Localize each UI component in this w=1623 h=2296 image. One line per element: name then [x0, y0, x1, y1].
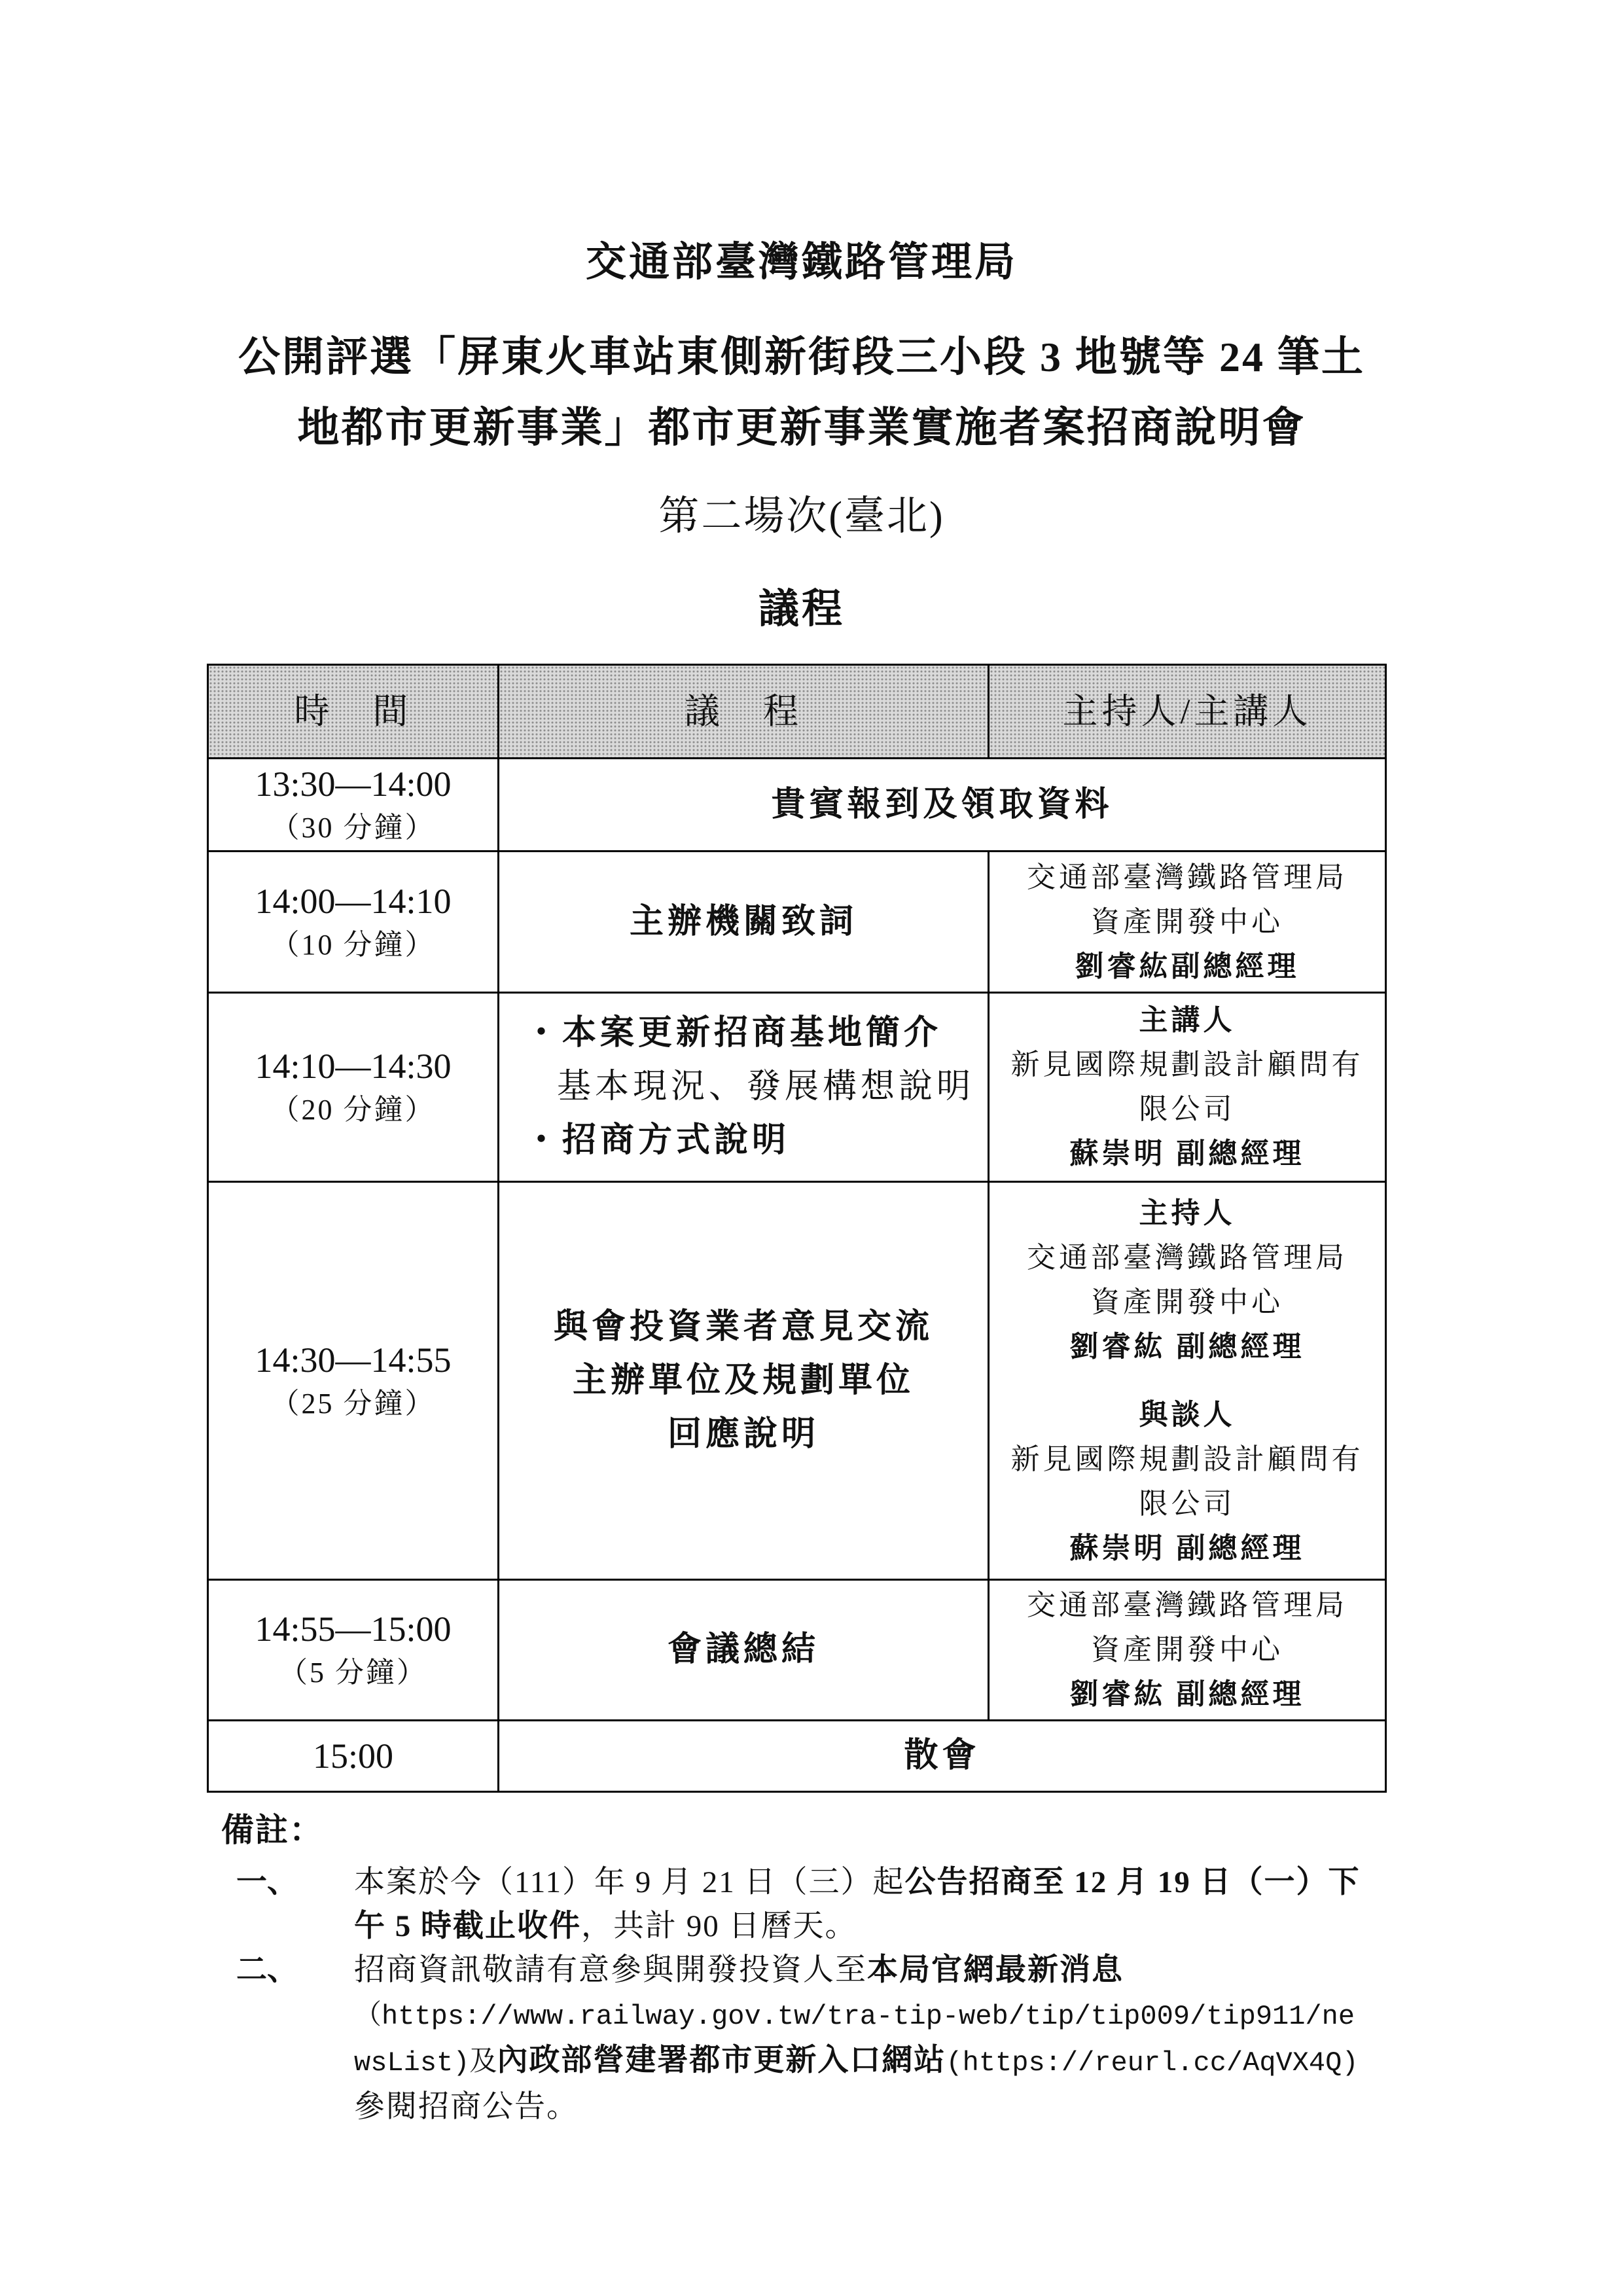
agenda-item: 散會: [904, 1737, 980, 1774]
agenda-heading: 議程: [758, 587, 845, 632]
agenda-item: 主辦機關致詞: [629, 903, 857, 941]
time-cell: [209, 994, 497, 1181]
host-organization: 交通部臺灣鐵路管理局: [1027, 1589, 1347, 1621]
host-person: 蘇崇明 副總經理: [1069, 1138, 1305, 1170]
note-line: [354, 1992, 1359, 2039]
host-cell: [990, 852, 1385, 992]
time-cell: [209, 1581, 497, 1719]
note-text: [354, 1861, 1361, 1948]
agenda-cell: [499, 759, 1385, 850]
agenda-table: [207, 664, 1387, 1793]
note-line: [354, 1948, 1359, 1992]
agenda-item: 會議總結: [667, 1631, 819, 1668]
time-cell: [209, 759, 497, 850]
host-cell: [990, 994, 1385, 1181]
agenda-item: 主辦單位及規劃單位: [572, 1361, 914, 1399]
header-label: 主持人/主講人: [1062, 692, 1312, 731]
note-line: [354, 1861, 1361, 1905]
agenda-item: 回應說明: [667, 1415, 819, 1453]
host-department: 資產開發中心: [1091, 905, 1283, 938]
host-person: 蘇崇明 副總經理: [1069, 1532, 1305, 1564]
host-department: 資產開發中心: [1091, 1634, 1283, 1666]
duration: （20 分鐘）: [270, 1094, 436, 1126]
host-organization: 新見國際規劃設計顧問有: [1010, 1049, 1364, 1081]
time-cell: [209, 1721, 497, 1791]
note-line: [354, 1905, 1361, 1948]
host-department: 資產開發中心: [1091, 1285, 1283, 1318]
duration: （25 分鐘）: [270, 1387, 436, 1420]
agenda-cell: [499, 1581, 988, 1719]
time-range: 13:30—14:00: [255, 764, 452, 804]
host-person: 劉睿紘 副總經理: [1069, 1678, 1305, 1710]
host-cell: [990, 1183, 1385, 1579]
url-text: (https://reurl.cc/AqVX4Q): [946, 2047, 1359, 2079]
notes-section: [221, 1808, 1530, 2129]
time-cell: [209, 852, 497, 992]
organization-title: 交通部臺灣鐵路管理局: [585, 240, 1018, 285]
note-marker: 二、: [236, 1953, 298, 1987]
note-emphasis: 公告招商至 12 月 19 日（一）下: [904, 1865, 1361, 1899]
time-range: 14:00—14:10: [255, 881, 452, 921]
note-text-segment: 本案於今（111）年 9 月 21 日（三）起: [354, 1865, 905, 1899]
note-text-segment: ，共計 90 日曆天。: [581, 1909, 857, 1943]
agenda-cell: [499, 852, 988, 992]
host-role: 主持人: [1139, 1196, 1236, 1229]
note-emphasis: 午 5 時截止收件: [354, 1909, 581, 1943]
event-title-line-1: 公開評選「屏東火車站東側新街段三小段 3 地號等 24 筆土: [238, 334, 1365, 380]
note-emphasis: 內政部營建署都市更新入口網站: [497, 2043, 946, 2077]
agenda-cell: [499, 994, 988, 1181]
notes-label: 備註：: [221, 1812, 323, 1848]
duration: （5 分鐘）: [279, 1657, 427, 1689]
agenda-item: 貴賓報到及領取資料: [771, 785, 1113, 823]
note-item: [221, 1861, 1530, 1948]
time-range: 15:00: [312, 1736, 393, 1776]
time-range: 14:55—15:00: [255, 1609, 452, 1649]
host-person: 劉睿紘副總經理: [1075, 950, 1300, 982]
host-role: 與談人: [1139, 1398, 1236, 1431]
host-role: 主講人: [1139, 1004, 1236, 1036]
agenda-sub-item: 基本現況、發展構想說明: [557, 1068, 975, 1105]
header-cell-agenda: [499, 666, 988, 757]
agenda-bullet-item: ・招商方式說明: [524, 1122, 791, 1159]
agenda-cell: [499, 1183, 988, 1579]
time-cell: [209, 1183, 497, 1579]
host-organization: 新見國際規劃設計顧問有: [1010, 1443, 1364, 1475]
time-range: 14:30—14:55: [255, 1340, 452, 1380]
note-text-segment: 參閱招商公告。: [354, 2090, 579, 2124]
host-person: 劉睿紘 副總經理: [1069, 1330, 1305, 1363]
host-organization: 交通部臺灣鐵路管理局: [1027, 1241, 1347, 1274]
agenda-cell: [499, 1721, 1385, 1791]
duration: （30 分鐘）: [270, 811, 436, 844]
note-marker: 一、: [236, 1865, 298, 1899]
event-title-line-2: 地都市更新事業」都市更新事業實施者案招商說明會: [297, 404, 1306, 451]
host-organization: 交通部臺灣鐵路管理局: [1027, 861, 1347, 893]
host-cell: [990, 1581, 1385, 1719]
note-text: [354, 1948, 1359, 2129]
time-range: 14:10—14:30: [255, 1047, 452, 1086]
note-line: [354, 2085, 1359, 2129]
header-label: 時 間: [294, 692, 412, 731]
note-text-segment: 招商資訊敬請有意參與開發投資人至: [354, 1953, 867, 1987]
agenda-item: 與會投資業者意見交流: [553, 1308, 933, 1346]
url-text: （https://www.railway.gov.tw/tra-tip-web/tip/tip009/tip911/ne: [354, 2001, 1355, 2032]
agenda-bullet-item: ・本案更新招商基地簡介: [524, 1014, 942, 1052]
host-organization: 限公司: [1139, 1093, 1236, 1125]
note-emphasis: 本局官網最新消息: [867, 1953, 1124, 1987]
header-label: 議 程: [685, 692, 802, 731]
session-subtitle: 第二場次(臺北): [658, 494, 945, 539]
duration: （10 分鐘）: [270, 928, 436, 961]
header-cell-host: [990, 666, 1385, 757]
url-text: wsList)及: [354, 2047, 497, 2079]
host-organization: 限公司: [1139, 1487, 1236, 1520]
note-line: [354, 2039, 1359, 2085]
header-cell-time: [209, 666, 497, 757]
note-item: [221, 1948, 1530, 2129]
